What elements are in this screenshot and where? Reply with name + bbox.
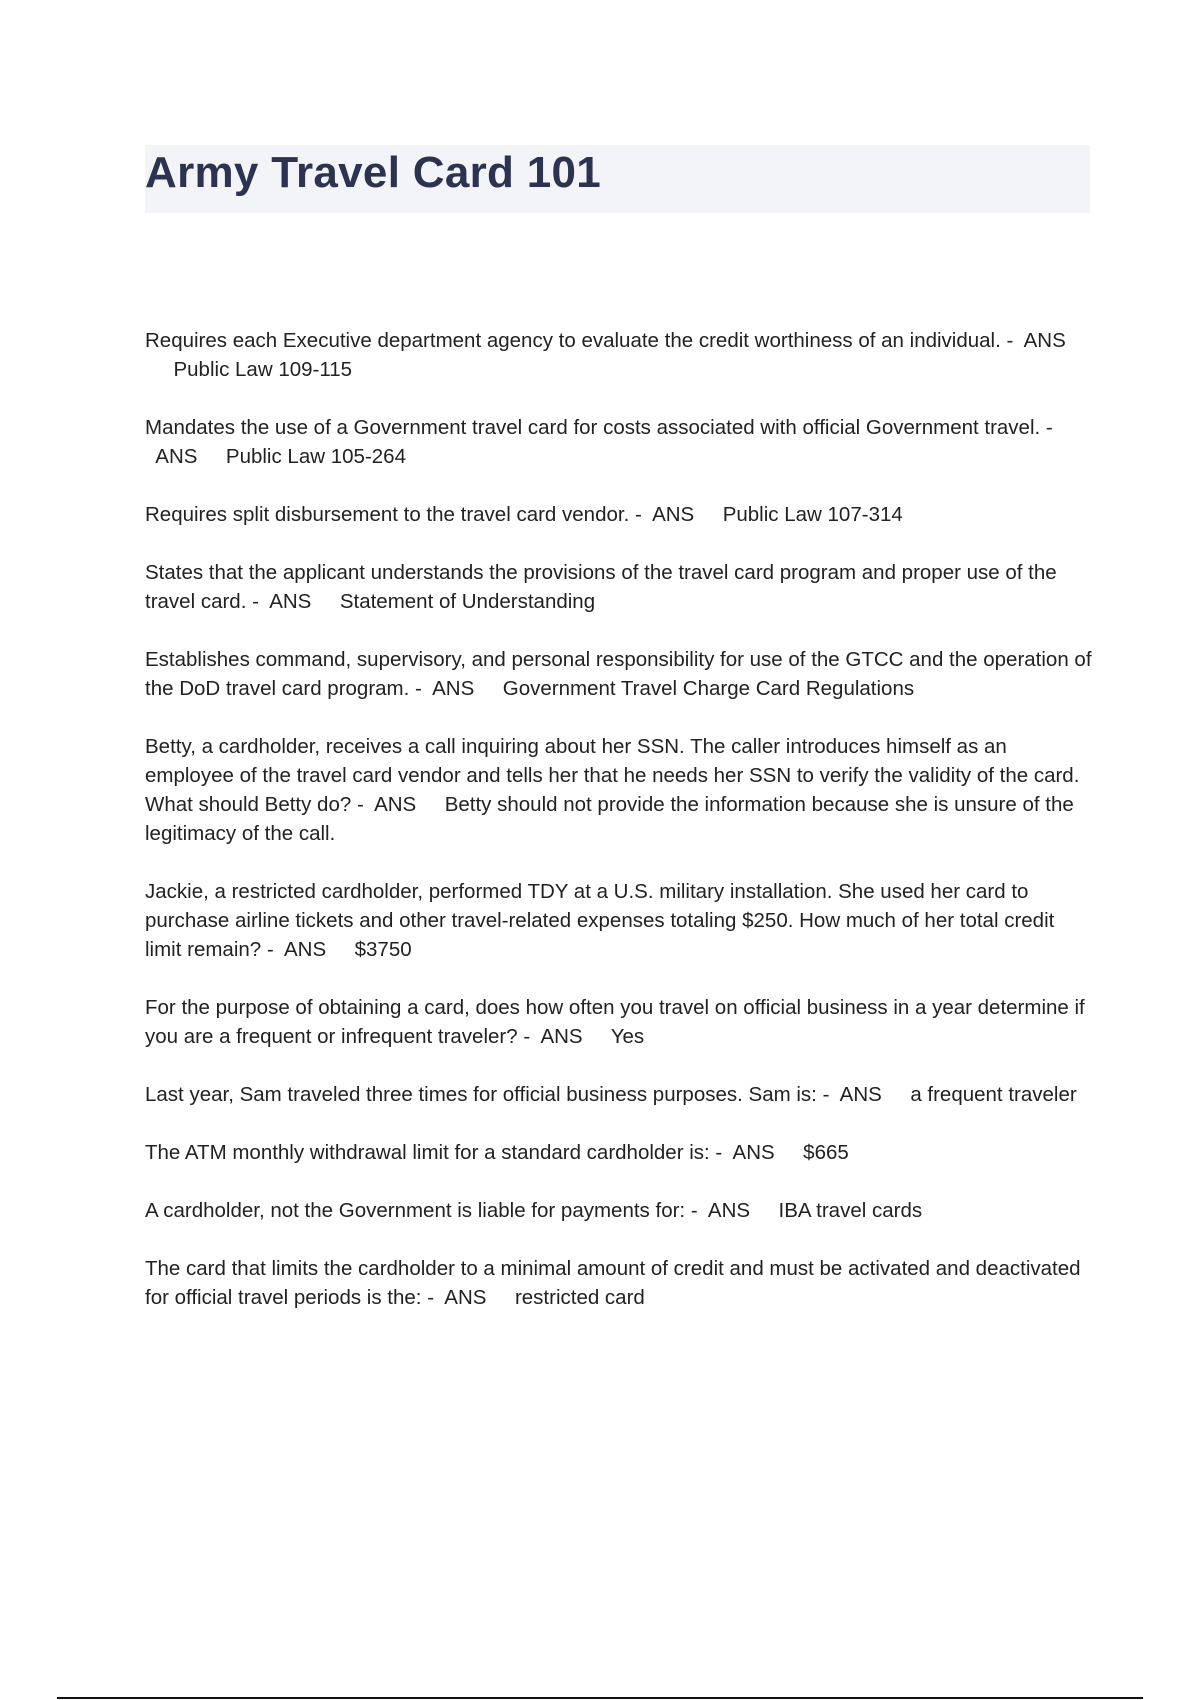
question-text: Jackie, a restricted cardholder, performed TDY at a U.S. military installation. She used her card to purchase airline tickets and other travel-related expenses totaling $250. How much of her total credit limit remain? -	[145, 880, 1055, 961]
answer-text: a frequent traveler	[910, 1083, 1077, 1106]
answer-marker: ANS	[269, 590, 312, 613]
page-title: Army Travel Card 101	[145, 148, 602, 197]
qa-item	[145, 1080, 1095, 1109]
answer-marker: ANS	[444, 1286, 487, 1309]
answer-marker: ANS	[839, 1083, 882, 1106]
question-text: Last year, Sam traveled three times for official business purposes. Sam is: -	[145, 1083, 830, 1106]
question-text: The card that limits the cardholder to a minimal amount of credit and must be activated and deactivated for official travel periods is the: -	[145, 1257, 1081, 1309]
question-text: The ATM monthly withdrawal limit for a standard cardholder is: -	[145, 1141, 723, 1164]
answer-text: $665	[803, 1141, 849, 1164]
question-text: Mandates the use of a Government travel card for costs associated with official Government travel. -	[145, 416, 1053, 439]
qa-item	[145, 1254, 1095, 1312]
qa-list	[145, 326, 1095, 1341]
answer-text: Public Law 107-314	[722, 503, 903, 526]
question-text: A cardholder, not the Government is liable for payments for: -	[145, 1199, 698, 1222]
answer-text: Government Travel Charge Card Regulations	[502, 677, 915, 700]
answer-text: Statement of Understanding	[339, 590, 596, 613]
qa-item	[145, 1138, 1095, 1167]
qa-item	[145, 732, 1095, 848]
answer-marker: ANS	[707, 1199, 751, 1222]
question-text: Requires each Executive department agency to evaluate the credit worthiness of an individual. -	[145, 329, 1014, 352]
answer-text: Public Law 109-115	[173, 358, 353, 381]
answer-text: IBA travel cards	[778, 1199, 923, 1222]
answer-marker: ANS	[1023, 329, 1066, 352]
answer-marker: ANS	[155, 445, 198, 468]
answer-text: Yes	[610, 1025, 645, 1048]
qa-item	[145, 326, 1095, 384]
qa-item	[145, 1196, 1095, 1225]
answer-text: $3750	[354, 938, 412, 961]
answer-marker: ANS	[374, 793, 417, 816]
question-text: States that the applicant understands the provisions of the travel card program and proper use of the travel card. -	[145, 561, 1057, 613]
qa-item	[145, 993, 1095, 1051]
answer-marker: ANS	[283, 938, 327, 961]
qa-item	[145, 645, 1095, 703]
answer-text: restricted card	[514, 1286, 645, 1309]
answer-marker: ANS	[432, 677, 475, 700]
qa-item	[145, 877, 1095, 964]
footer-divider	[57, 1697, 1143, 1699]
question-text: For the purpose of obtaining a card, does how often you travel on official business in a year determine if you are a frequent or infrequent traveler? -	[145, 996, 1085, 1048]
answer-marker: ANS	[652, 503, 695, 526]
answer-text: Betty should not provide the information because she is unsure of the legitimacy of the call.	[145, 793, 1074, 845]
question-text: Requires split disbursement to the travel card vendor. -	[145, 503, 642, 526]
qa-item	[145, 500, 1095, 529]
question-text: Betty, a cardholder, receives a call inquiring about her SSN. The caller introduces himself as an employee of the travel card vendor and tells her that he needs her SSN to verify the validity of the card. What should Betty do? -	[145, 735, 1080, 816]
question-text: Establishes command, supervisory, and personal responsibility for use of the GTCC and the operation of the DoD travel card program. -	[145, 648, 1092, 700]
answer-marker: ANS	[540, 1025, 583, 1048]
answer-text: Public Law 105-264	[225, 445, 406, 468]
answer-marker: ANS	[732, 1141, 775, 1164]
qa-item	[145, 413, 1095, 471]
qa-item	[145, 558, 1095, 616]
